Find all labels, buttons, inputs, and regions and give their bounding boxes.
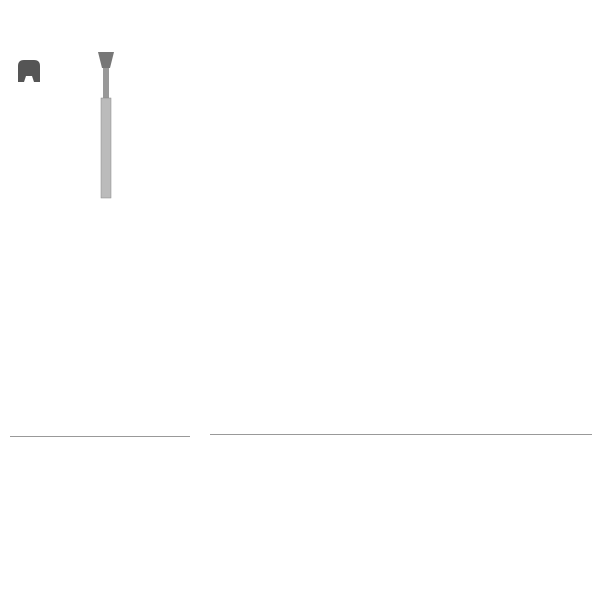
divider (10, 436, 190, 437)
bur-large-image (94, 50, 118, 200)
divider (210, 434, 592, 435)
bur-head-shape-icon (14, 58, 44, 84)
